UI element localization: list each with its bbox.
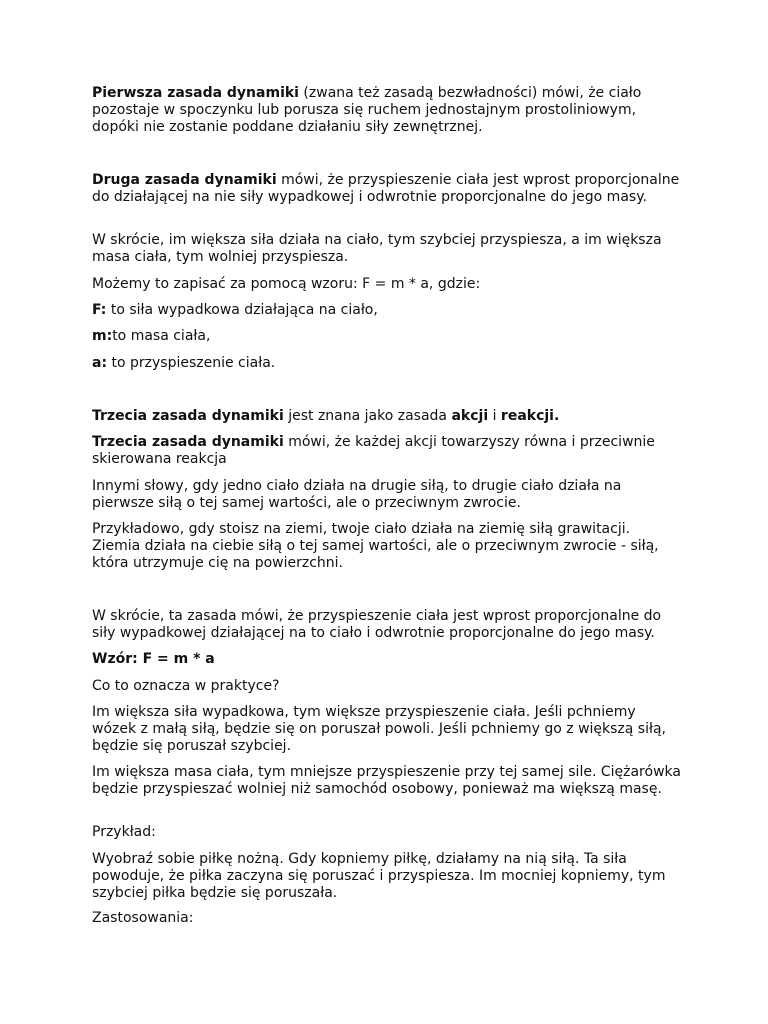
paragraph-third-law-intro	[92, 408, 682, 425]
paragraph-first-law	[92, 85, 682, 136]
second-law-heading: Druga zasada dynamiki	[92, 172, 277, 188]
paragraph-summary-2: W skrócie, ta zasada mówi, że przyspieszenie ciała jest wprost proporcjonalne do siły wypadkowej działającej na to ciało i odwrotnie proporcjonalne do jego masy.	[92, 608, 662, 641]
paragraph-formula	[92, 651, 682, 668]
paragraph-example-ball: Wyobraź sobie piłkę nożną. Gdy kopniemy piłkę, działamy na nią siłą. Ta siła powoduje, że piłka zaczyna się poruszać i przyspiesza. Im mocniej kopniemy, tym szybciej piłka będzie się poruszała.	[92, 851, 666, 901]
akcji-bold: akcji	[451, 408, 489, 424]
paragraph-practice-mass: Im większa masa ciała, tym mniejsze przyspieszenie przy tej samej sile. Ciężarówka będzie przyspieszać wolniej niż samochód osobowy, ponieważ ma większą masę.	[92, 764, 681, 797]
paragraph-def-a	[92, 355, 682, 372]
def-a-label: a:	[92, 355, 108, 371]
first-law-text: (zwana też zasadą bezwładności) mówi, że ciało pozostaje w spoczynku lub porusza się ruchem jednostajnym prostoliniowym, dopóki nie zostanie poddane działaniu siły zewnętrznej.	[92, 85, 642, 135]
paragraph-third-law	[92, 434, 682, 468]
third-law-intro-text: jest znana jako zasada	[283, 408, 452, 424]
def-f-text: to siła wypadkowa działająca na ciało,	[106, 302, 378, 318]
paragraph-def-f	[92, 302, 682, 319]
paragraph-practice-question: Co to oznacza w praktyce?	[92, 678, 280, 694]
paragraph-applications-label: Zastosowania:	[92, 910, 194, 926]
reakcji-bold: reakcji.	[500, 408, 560, 424]
def-f-label: F:	[92, 302, 107, 318]
third-law-heading-2: Trzecia zasada dynamiki	[92, 434, 284, 450]
third-law-and: i	[488, 408, 501, 424]
third-law-heading: Trzecia zasada dynamiki	[92, 408, 284, 424]
paragraph-practice-force: Im większa siła wypadkowa, tym większe przyspieszenie ciała. Jeśli pchniemy wózek z małą siłą, będzie się on poruszał powoli. Jeśli pchniemy go z większą siłą, będzie się poruszał szybciej.	[92, 704, 666, 754]
second-law-text: mówi, że przyspieszenie ciała jest wprost proporcjonalne do działającej na nie siły wypadkowej i odwrotnie proporcjonalne do jego masy.	[92, 172, 680, 205]
def-m-text: to masa ciała,	[112, 328, 211, 344]
paragraph-example-earth: Przykładowo, gdy stoisz na ziemi, twoje ciało działa na ziemię siłą grawitacji. Ziemia działa na ciebie siłą o tej samej wartości, ale o przeciwnym zwrocie - siłą, która utrzymuje cię na powierzchni.	[92, 521, 659, 571]
third-law-text: mówi, że każdej akcji towarzyszy równa i przeciwnie skierowana reakcja	[92, 434, 655, 467]
paragraph-formula-intro: Możemy to zapisać za pomocą wzoru: F = m * a, gdzie:	[92, 276, 481, 292]
paragraph-def-m	[92, 328, 682, 345]
def-m-label: m:	[92, 328, 113, 344]
formula-bold: Wzór: F = m * a	[92, 651, 215, 667]
paragraph-summary: W skrócie, im większa siła działa na ciało, tym szybciej przyspiesza, a im większa masa ciała, tym wolniej przyspiesza.	[92, 232, 662, 265]
paragraph-example-label: Przykład:	[92, 824, 156, 840]
paragraph-other-words: Innymi słowy, gdy jedno ciało działa na drugie siłą, to drugie ciało działa na pierwsze siłą o tej samej wartości, ale o przeciwnym zwrocie.	[92, 478, 622, 511]
def-a-text: to przyspieszenie ciała.	[107, 355, 276, 371]
first-law-heading: Pierwsza zasada dynamiki	[92, 85, 299, 101]
paragraph-second-law	[92, 172, 682, 206]
